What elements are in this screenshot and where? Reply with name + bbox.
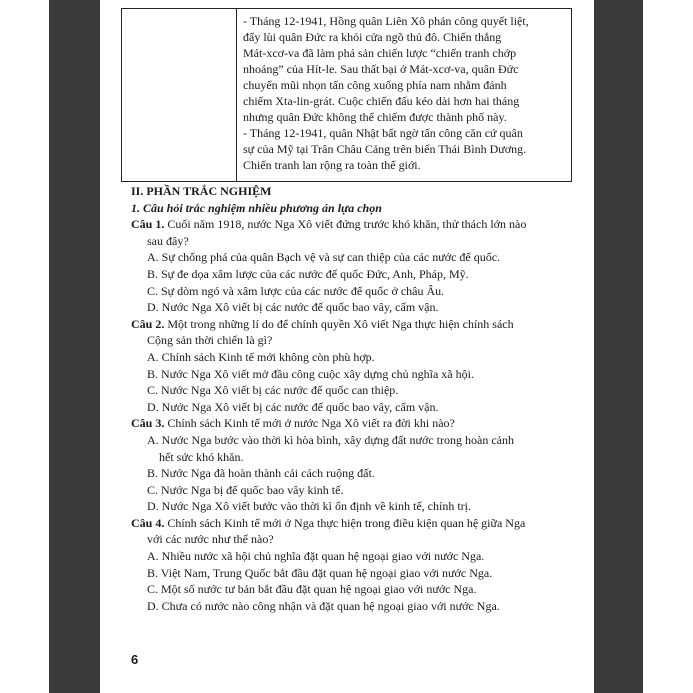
- question-stem-text: sau đây?: [147, 233, 189, 248]
- question-stem-text: Chính sách Kinh tế mới ở Nga thực hiện trong điều kiện quan hệ giữa Nga: [164, 515, 526, 530]
- answer-option: A. Chính sách Kinh tế mới không còn phù hợp.: [147, 349, 375, 364]
- event-line: sự của Mỹ tại Trân Châu Cảng trên biển Thái Bình Dương.: [243, 142, 527, 156]
- section-title: II. PHẦN TRẮC NGHIỆM: [131, 184, 272, 198]
- question-stem-line: [131, 332, 573, 349]
- answer-option: D. Nước Nga Xô viết bị các nước đế quốc bao vây, cấm vận.: [147, 399, 439, 414]
- question-label: Câu 4.: [131, 515, 165, 530]
- question-block: [131, 415, 573, 515]
- question-label: Câu 2.: [131, 316, 165, 331]
- answer-option: C. Nước Nga Xô viết bị các nước đế quốc can thiệp.: [147, 383, 399, 398]
- question-stem-text: Chính sách Kinh tế mới ở nước Nga Xô viết ra đời khi nào?: [164, 416, 455, 431]
- answer-option: D. Nước Nga Xô viết bước vào thời kì ổn định về kinh tế, chính trị.: [147, 499, 471, 514]
- answer-option: B. Nước Nga Xô viết mở đầu công cuộc xây dựng chủ nghĩa xã hội.: [147, 366, 474, 381]
- event-line: Chiến tranh lan rộng ra toàn thế giới.: [243, 158, 421, 172]
- event-line: chiếm Xta-lin-grát. Cuộc chiến đấu kéo dài hơn hai tháng: [243, 94, 520, 108]
- answer-option: D. Nước Nga Xô viết bị các nước đế quốc bao vây, cấm vận.: [147, 300, 439, 315]
- question-stem-line: [131, 316, 573, 333]
- event-table: [121, 8, 572, 182]
- answer-option: D. Chưa có nước nào công nhận và đặt quan hệ ngoại giao với nước Nga.: [147, 598, 500, 613]
- page-number: 6: [131, 652, 139, 667]
- question-stem-line: [131, 515, 573, 532]
- event-paragraph: [243, 125, 563, 173]
- event-line: nhoáng” của Hít-le. Sau thất bại ở Mát-xcơ-va, quân Đức: [243, 62, 519, 76]
- question-stem-line: [131, 216, 573, 233]
- question-stem-line: [131, 233, 573, 250]
- answer-option: C. Một số nước tư bản bắt đầu đặt quan hệ ngoại giao với nước Nga.: [147, 582, 477, 597]
- answer-option: B. Việt Nam, Trung Quốc bắt đầu đặt quan hệ ngoại giao với nước Nga.: [147, 565, 493, 580]
- answer-option: C. Nước Nga bị đế quốc bao vây kinh tế.: [147, 482, 344, 497]
- event-line: nhưng quân Đức không thể chiếm được thành phố này.: [243, 110, 507, 124]
- answer-option: A. Nhiều nước xã hội chủ nghĩa đặt quan hệ ngoại giao với nước Nga.: [147, 549, 485, 564]
- event-line: chuyển mũi nhọn tấn công xuống phía nam nhằm đánh: [243, 78, 507, 92]
- question-stem-line: [131, 415, 573, 432]
- event-table-right-cell: [243, 13, 563, 173]
- event-line: - Tháng 12-1941, Hồng quân Liên Xô phản công quyết liệt,: [243, 14, 529, 28]
- answer-option: A. Nước Nga bước vào thời kì hòa bình, xây dựng đất nước trong hoàn cảnh: [147, 432, 514, 447]
- answer-option: C. Sự dòm ngó và xâm lược của các nước đế quốc ở châu Âu.: [147, 283, 445, 298]
- question-stem-line: [131, 531, 573, 548]
- answer-option: B. Nước Nga đã hoàn thành cải cách ruộng đất.: [147, 466, 375, 481]
- event-line: - Tháng 12-1941, quân Nhật bất ngờ tấn công căn cứ quân: [243, 126, 523, 140]
- document-page: [100, 0, 594, 693]
- test-section: [131, 183, 573, 614]
- question-block: [131, 216, 573, 316]
- event-paragraph: [243, 13, 563, 125]
- event-line: đẩy lùi quân Đức ra khỏi cửa ngõ thủ đô. Chiến thắng: [243, 30, 502, 44]
- question-stem-text: Một trong những lí do để chính quyền Xô viết Nga thực hiện chính sách: [164, 316, 514, 331]
- question-block: [131, 515, 573, 615]
- answer-option: A. Sự chống phá của quân Bạch vệ và sự can thiệp của các nước đế quốc.: [147, 250, 501, 265]
- question-stem-text: Cộng sản thời chiến là gì?: [147, 333, 273, 348]
- subsection-title: 1. Câu hỏi trắc nghiệm nhiều phương án lựa chọn: [131, 200, 382, 215]
- answer-option: hết sức khó khăn.: [159, 449, 244, 464]
- event-line: Mát-xcơ-va đã làm phá sản chiến lược “chiến tranh chớp: [243, 46, 517, 60]
- question-stem-text: với các nước như thế nào?: [147, 532, 274, 547]
- question-list: [131, 216, 573, 614]
- event-table-left-cell: [122, 9, 237, 181]
- question-block: [131, 316, 573, 416]
- question-stem-text: Cuối năm 1918, nước Nga Xô viết đứng trước khó khăn, thử thách lớn nào: [164, 217, 527, 232]
- answer-option: B. Sự đe dọa xâm lược của các nước đế quốc Đức, Anh, Pháp, Mỹ.: [147, 266, 469, 281]
- question-label: Câu 1.: [131, 217, 165, 232]
- question-label: Câu 3.: [131, 416, 165, 431]
